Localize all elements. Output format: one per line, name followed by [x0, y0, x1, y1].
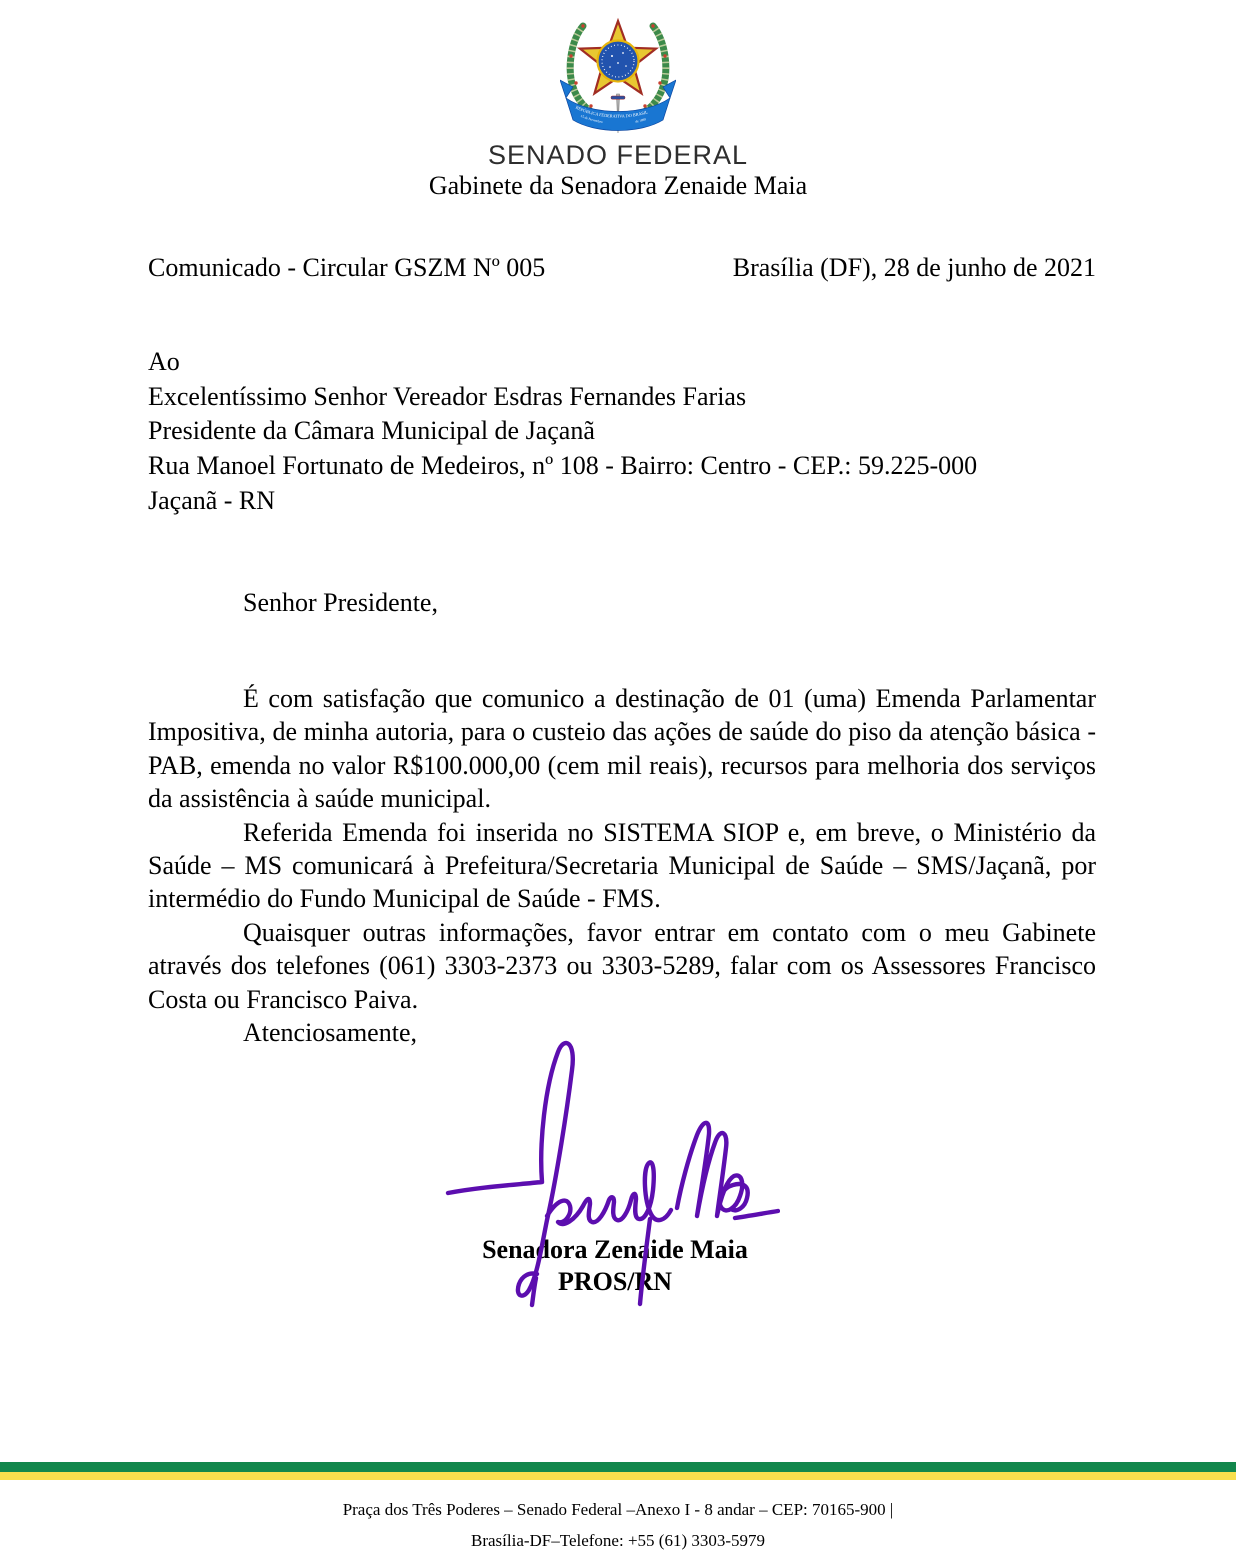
- recipient-line: Rua Manoel Fortunato de Medeiros, nº 108 - Bairro: Centro - CEP.: 59.225-000: [148, 451, 978, 481]
- recipient-line: Ao: [148, 347, 180, 376]
- salutation: Senhor Presidente,: [243, 588, 438, 617]
- document-reference: Comunicado - Circular GSZM Nº 005: [148, 253, 546, 282]
- paragraph-1: É com satisfação que comunico a destinação de 01 (uma) Emenda Parlamentar Impositiva, de minha autoria, para o custeio das ações de saúde do piso da atenção básica - PAB, emenda no valor R$100.000,00 (cem mil reais), recursos para melhoria dos serviços da assistência à saúde municipal.: [148, 684, 1096, 814]
- letter-body: [148, 682, 1096, 1049]
- ribbon-motto: REPÚBLICA FEDERATIVA DO BRASIL: [574, 104, 649, 119]
- office-name: Gabinete da Senadora Zenaide Maia: [428, 171, 808, 200]
- ribbon-date-right: de 1889: [635, 117, 647, 124]
- dateline: Brasília (DF), 28 de junho de 2021: [732, 253, 1096, 282]
- ribbon-date-left: 15 de Novembro: [580, 113, 603, 125]
- paragraph-2: Referida Emenda foi inserida no SISTEMA SIOP e, em breve, o Ministério da Saúde – MS comunicará à Prefeitura/Secretaria Municipal de Saúde – SMS/Jaçanã, por intermédio do Fundo Municipal de Saúde - FMS.: [148, 817, 1096, 914]
- org-name: SENADO FEDERAL: [487, 140, 749, 170]
- footer-address: Praça dos Três Poderes – Senado Federal –Anexo I - 8 andar – CEP: 70165-900 |: [342, 1500, 894, 1519]
- recipient-line: Jaçanã - RN: [148, 485, 276, 515]
- celestial-disc: [598, 41, 639, 82]
- footer-bar-green: [0, 1462, 1236, 1472]
- recipient-line: Presidente da Câmara Municipal de Jaçanã: [148, 416, 595, 446]
- footer-bar-yellow: [0, 1472, 1236, 1480]
- recipient-line: Excelentíssimo Senhor Vereador Esdras Fernandes Farias: [148, 381, 747, 411]
- brazil-coat-of-arms-icon: [560, 6, 676, 136]
- signer-party: PROS/RN: [557, 1267, 673, 1296]
- closing: Atenciosamente,: [243, 1018, 417, 1048]
- footer-phone: Brasília-DF–Telefone: +55 (61) 3303-5979: [470, 1531, 766, 1550]
- signer-name: Senadora Zenaide Maia: [482, 1235, 748, 1264]
- signature-block: [445, 1234, 785, 1298]
- meta-row: [148, 253, 1096, 283]
- recipient-block: [148, 345, 977, 519]
- paragraph-3: Quaisquer outras informações, favor entrar em contato com o meu Gabinete através dos telefones (061) 3303-2373 ou 3303-5289, falar com os Assessores Francisco Costa ou Francisco Paiva.: [148, 917, 1096, 1014]
